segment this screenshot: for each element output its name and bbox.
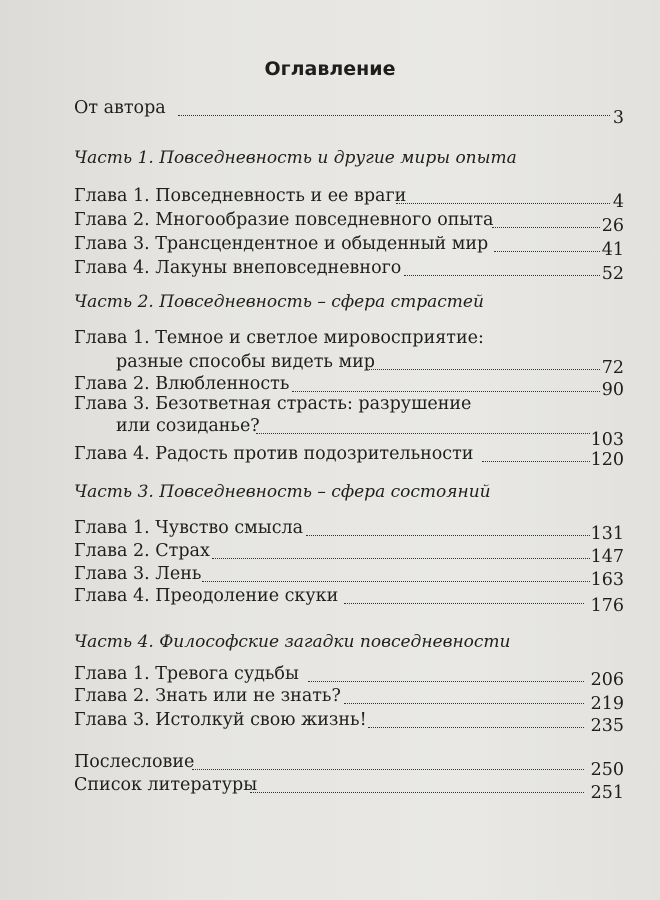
- toc-entry-afterword[interactable]: [74, 750, 624, 780]
- toc-page-number: 206: [590, 670, 624, 690]
- toc-page-number: 90: [601, 380, 624, 400]
- leader-dots: [494, 251, 600, 252]
- toc-entry-bibliography[interactable]: [74, 773, 624, 803]
- toc-page-number: 147: [590, 547, 624, 567]
- toc-entry-label: Глава 4. Радость против подозрительности: [74, 444, 474, 464]
- leader-dots: [492, 227, 600, 228]
- toc-entry-label: Глава 4. Преодоление скуки: [74, 586, 339, 606]
- toc-entry[interactable]: [74, 684, 624, 714]
- part-heading-1: Часть 1. Повседневность и другие миры опыта: [74, 148, 517, 168]
- toc-entry-label: Глава 3. Трансцендентное и обыденный мир: [74, 234, 489, 254]
- toc-page-number: 52: [601, 264, 624, 284]
- part-heading-4: Часть 4. Философские загадки повседневности: [74, 632, 511, 652]
- toc-entry-label: Список литературы: [74, 775, 258, 795]
- page-title: Оглавление: [264, 58, 396, 80]
- toc-entry-label: Глава 2. Многообразие повседневного опыта: [74, 210, 494, 230]
- toc-page-number: 250: [590, 760, 624, 780]
- toc-page-number: 163: [590, 570, 624, 590]
- toc-entry[interactable]: [74, 516, 624, 544]
- toc-entry-label: Глава 2. Страх: [74, 541, 210, 561]
- toc-entry[interactable]: [74, 232, 624, 260]
- leader-dots: [344, 603, 584, 604]
- leader-dots: [256, 433, 590, 434]
- leader-dots: [482, 461, 590, 462]
- toc-entry-label: Глава 3. Истолкуй свою жизнь!: [74, 710, 367, 730]
- toc-page-number: 176: [590, 596, 624, 616]
- toc-page-number: 41: [601, 240, 624, 260]
- toc-entry-label: Послесловие: [74, 752, 195, 772]
- leader-dots: [368, 727, 584, 728]
- toc-page-number: 219: [590, 694, 624, 714]
- toc-entry-label: Глава 2. Влюбленность: [74, 374, 290, 394]
- leader-dots: [404, 275, 600, 276]
- toc-page-number: 131: [590, 524, 624, 544]
- toc-entry-label: Глава 1. Темное и светлое мировосприятие:: [74, 328, 484, 348]
- toc-entry-label: или созиданье?: [116, 416, 260, 436]
- leader-dots: [308, 681, 584, 682]
- toc-entry[interactable]: [74, 539, 624, 567]
- leader-dots: [250, 792, 584, 793]
- toc-entry-label: Глава 2. Знать или не знать?: [74, 686, 341, 706]
- toc-page-number: 103: [590, 430, 624, 450]
- toc-entry[interactable]: [74, 562, 624, 590]
- leader-dots: [178, 115, 610, 116]
- toc-entry[interactable]: [74, 584, 624, 616]
- part-heading-3: Часть 3. Повседневность – сфера состояний: [74, 482, 491, 502]
- toc-entry[interactable]: [74, 442, 624, 470]
- leader-dots: [202, 581, 590, 582]
- toc-entry[interactable]: [116, 350, 624, 378]
- toc-entry[interactable]: [74, 208, 624, 236]
- leader-dots: [366, 369, 600, 370]
- toc-entry-label: От автора: [74, 98, 166, 118]
- leader-dots: [212, 558, 590, 559]
- toc-page-number: 3: [612, 108, 624, 128]
- toc-page-number: 4: [612, 192, 624, 212]
- leader-dots: [306, 535, 590, 536]
- toc-entry-label: разные способы видеть мир: [116, 352, 375, 372]
- toc-page-number: 235: [590, 716, 624, 736]
- toc-entry-label: Глава 1. Чувство смысла: [74, 518, 304, 538]
- toc-entry-label: Глава 1. Повседневность и ее враги: [74, 186, 407, 206]
- toc-page-number: 120: [590, 450, 624, 470]
- toc-entry-label: Глава 3. Лень: [74, 564, 202, 584]
- toc-page-number: 251: [590, 783, 624, 803]
- leader-dots: [192, 769, 584, 770]
- leader-dots: [396, 203, 610, 204]
- toc-entry[interactable]: [74, 184, 624, 212]
- toc-page-number: 26: [601, 216, 624, 236]
- part-heading-2: Часть 2. Повседневность – сфера страстей: [74, 292, 484, 312]
- toc-entry[interactable]: [116, 414, 624, 450]
- toc-entry[interactable]: [74, 662, 624, 690]
- toc-entry-preface[interactable]: [74, 96, 624, 128]
- toc-entry[interactable]: [74, 708, 624, 736]
- toc-entry[interactable]: [74, 256, 624, 284]
- toc-page-number: 72: [601, 358, 624, 378]
- toc-entry-label: Глава 4. Лакуны внеповседневного: [74, 258, 402, 278]
- toc-entry-label: Глава 3. Безответная страсть: разрушение: [74, 394, 472, 414]
- leader-dots: [344, 703, 584, 704]
- toc-entry-label: Глава 1. Тревога судьбы: [74, 664, 299, 684]
